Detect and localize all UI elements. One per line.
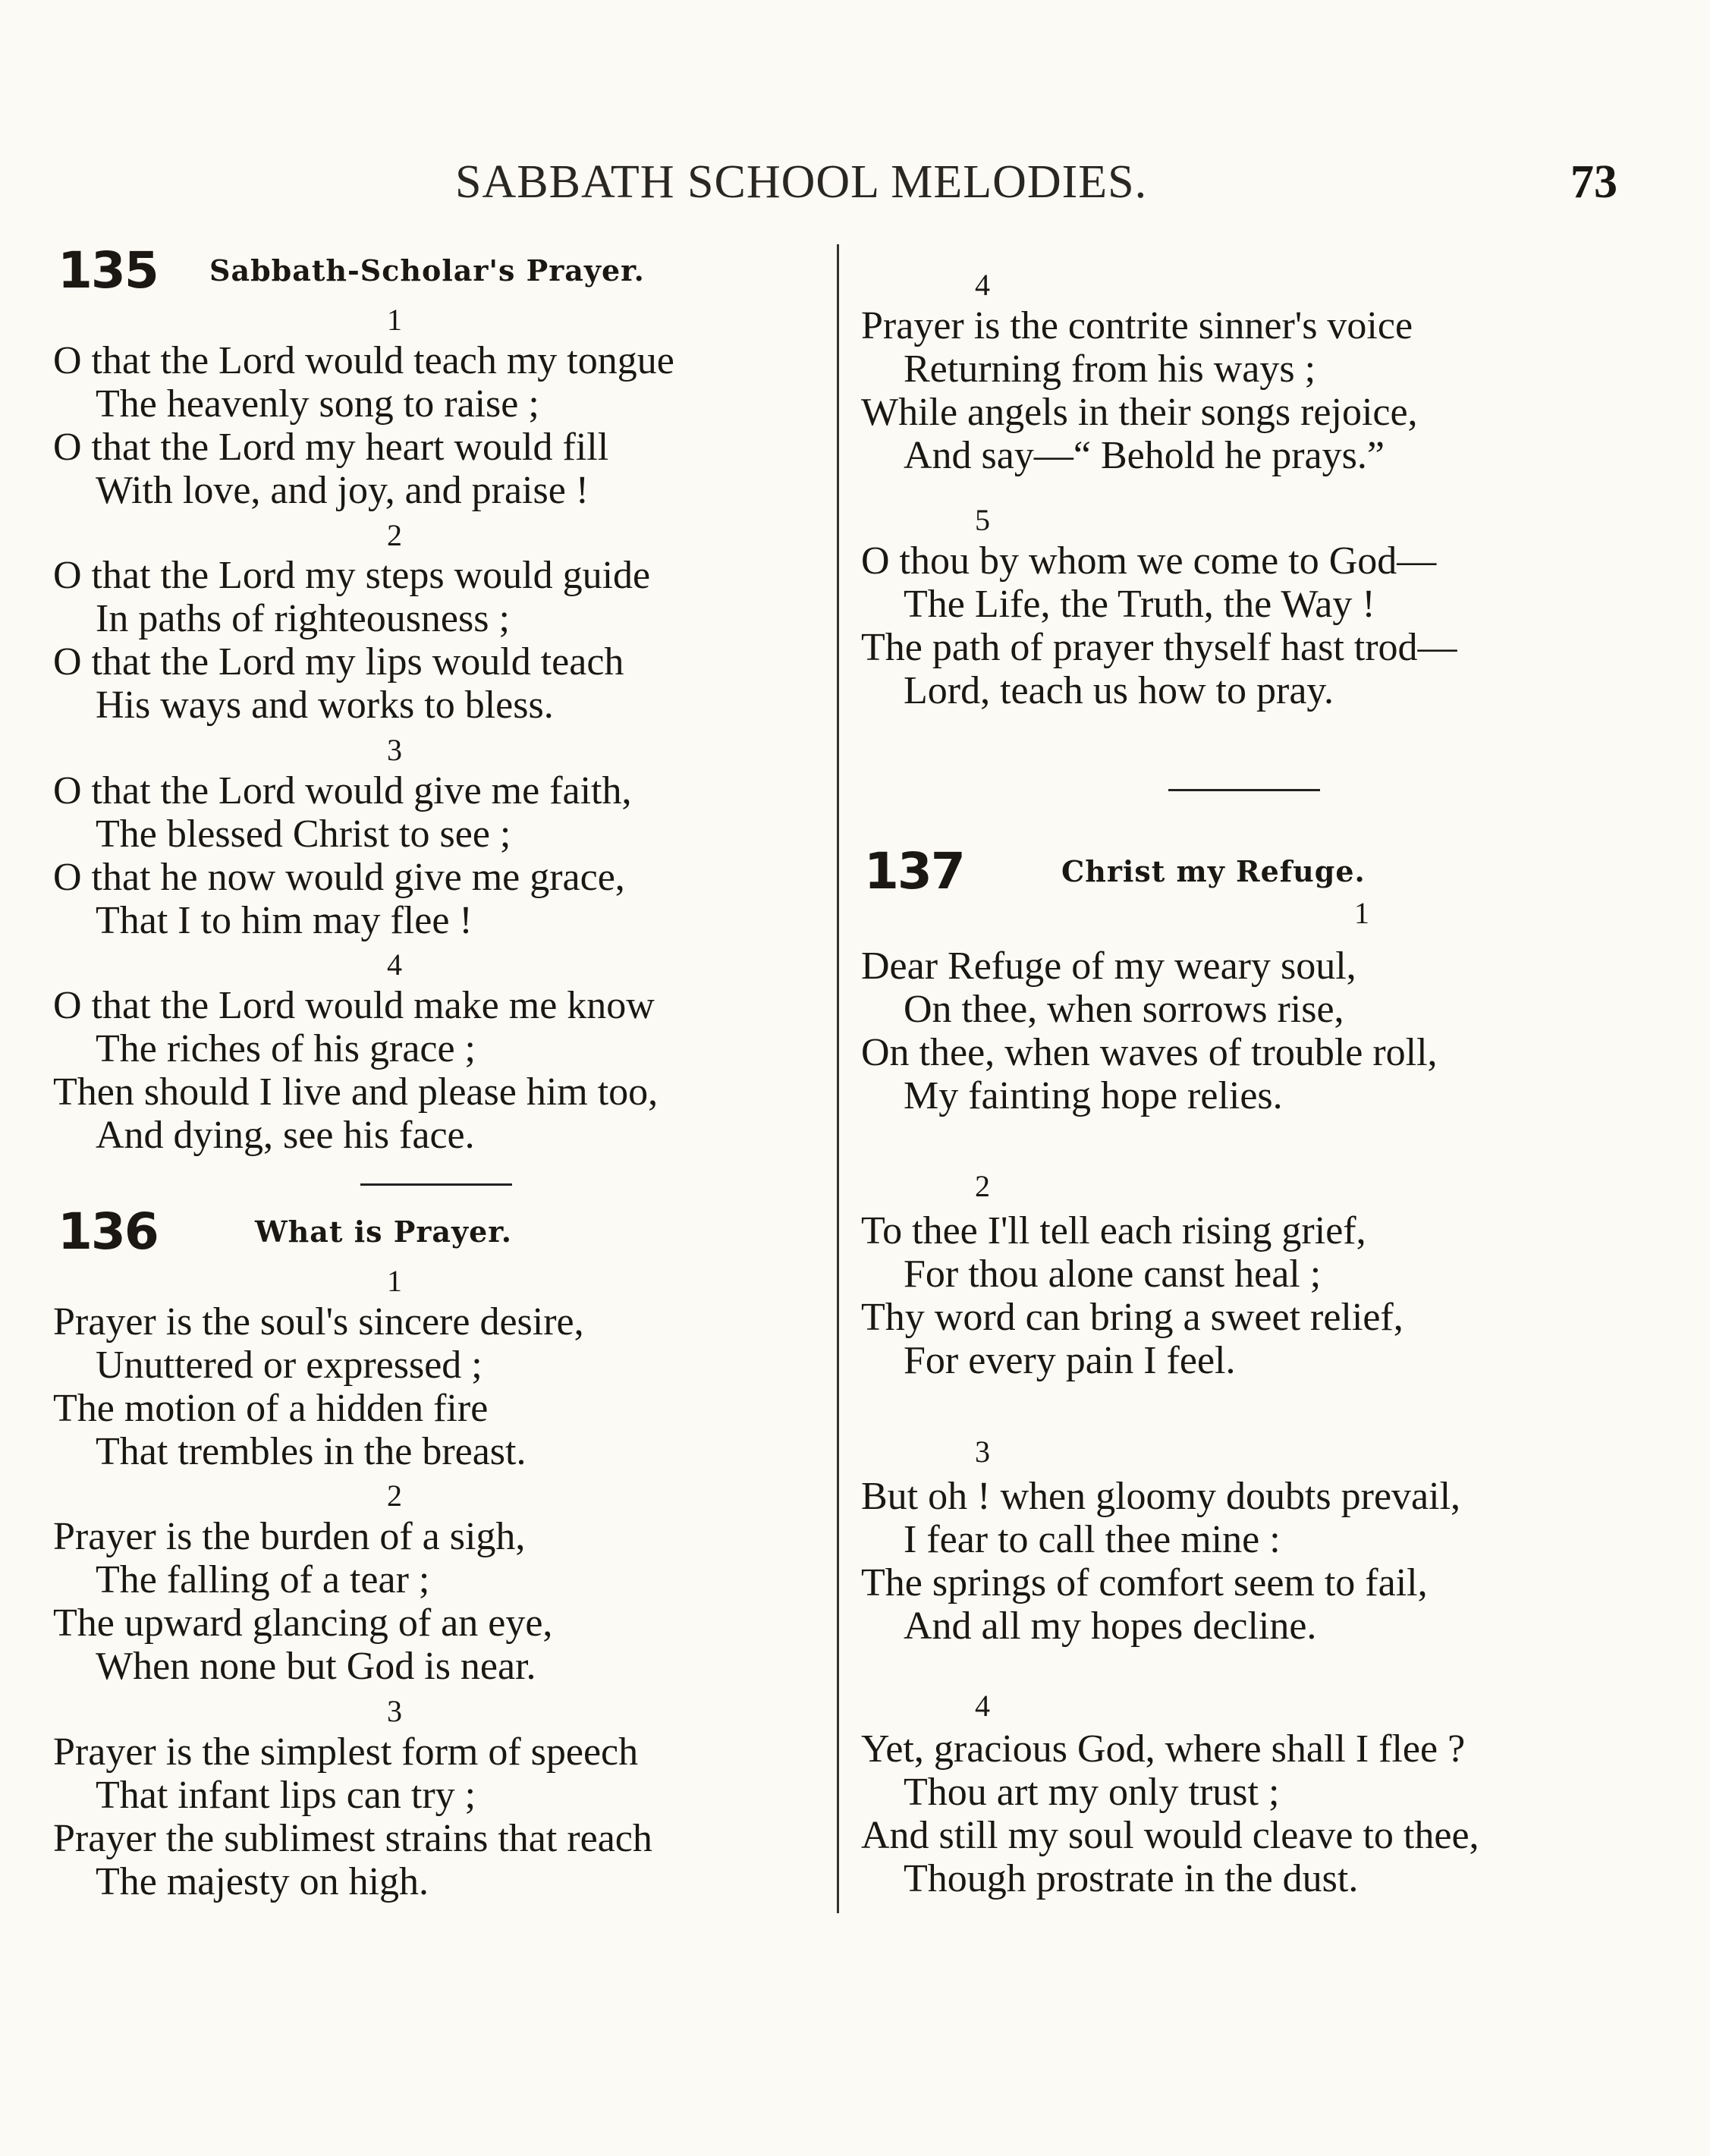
verse-number: 1 xyxy=(387,303,402,337)
verse-line: On thee, when sorrows rise, xyxy=(904,988,1344,1031)
verse-line: The motion of a hidden fire xyxy=(53,1387,489,1430)
verse-number: 2 xyxy=(975,1169,990,1203)
verse-line: Prayer is the soul's sincere desire, xyxy=(53,1300,584,1344)
verse-number: 4 xyxy=(975,1689,990,1723)
verse-line: I fear to call thee mine : xyxy=(904,1518,1281,1561)
verse-line: The heavenly song to raise ; xyxy=(96,382,539,426)
verse-line: Lord, teach us how to pray. xyxy=(904,669,1334,712)
verse-number: 4 xyxy=(387,948,402,982)
hymn-137-heading xyxy=(864,842,1366,900)
verse-line: In paths of righteousness ; xyxy=(96,597,510,640)
verse-line: Prayer is the simplest form of speech xyxy=(53,1730,639,1774)
verse-line: Prayer the sublimest strains that reach xyxy=(53,1817,652,1860)
verse-line: While angels in their songs rejoice, xyxy=(861,391,1418,434)
verse-line: The upward glancing of an eye, xyxy=(53,1601,553,1645)
section-rule xyxy=(1168,789,1320,791)
verse-line: That trembles in the breast. xyxy=(96,1430,527,1473)
verse-line: And say—“ Behold he prays.” xyxy=(904,434,1385,477)
verse-line: The majesty on high. xyxy=(96,1860,429,1903)
hymn-136-heading xyxy=(58,1202,512,1261)
verse-number: 4 xyxy=(975,268,990,302)
running-header: SABBATH SCHOOL MELODIES. xyxy=(455,156,1148,208)
hymn-number: 136 xyxy=(58,1202,158,1261)
verse-number: 1 xyxy=(1354,896,1369,930)
hymn-title: Christ my Refuge. xyxy=(1061,854,1366,888)
verse-number: 3 xyxy=(387,733,402,767)
verse-number: 5 xyxy=(975,503,990,537)
verse-line: O that he now would give me grace, xyxy=(53,856,625,899)
verse-line: That infant lips can try ; xyxy=(96,1774,476,1817)
verse-line: Though prostrate in the dust. xyxy=(904,1857,1359,1900)
verse-line: But oh ! when gloomy doubts prevail, xyxy=(861,1475,1461,1518)
verse-line: On thee, when waves of trouble roll, xyxy=(861,1031,1438,1074)
verse-line: That I to him may flee ! xyxy=(96,899,473,942)
verse-number: 3 xyxy=(387,1694,402,1728)
verse-line: The path of prayer thyself hast trod— xyxy=(861,626,1457,669)
verse-line: The Life, the Truth, the Way ! xyxy=(904,583,1375,626)
hymn-number: 135 xyxy=(58,241,158,300)
verse-line: And dying, see his face. xyxy=(96,1114,475,1157)
verse-line: The riches of his grace ; xyxy=(96,1027,476,1070)
hymn-number: 137 xyxy=(864,842,964,900)
verse-line: O that the Lord my steps would guide xyxy=(53,554,651,597)
hymn-135-heading xyxy=(58,241,645,300)
verse-line: When none but God is near. xyxy=(96,1645,536,1688)
verse-line: The springs of comfort seem to fail, xyxy=(861,1561,1428,1604)
verse-line: Thou art my only trust ; xyxy=(904,1771,1280,1814)
verse-line: O thou by whom we come to God— xyxy=(861,539,1437,583)
verse-number: 1 xyxy=(387,1264,402,1298)
verse-line: Returning from his ways ; xyxy=(904,347,1316,391)
verse-line: Unuttered or expressed ; xyxy=(96,1344,483,1387)
verse-line: To thee I'll tell each rising grief, xyxy=(861,1209,1366,1252)
verse-line: Prayer is the burden of a sigh, xyxy=(53,1515,526,1558)
verse-line: O that the Lord would make me know xyxy=(53,984,655,1027)
verse-line: Prayer is the contrite sinner's voice xyxy=(861,304,1413,347)
verse-line: Thy word can bring a sweet relief, xyxy=(861,1296,1404,1339)
hymn-title: Sabbath-Scholar's Prayer. xyxy=(209,253,645,288)
verse-line: His ways and works to bless. xyxy=(96,684,554,727)
verse-line: And still my soul would cleave to thee, xyxy=(861,1814,1479,1857)
verse-line: The falling of a tear ; xyxy=(96,1558,430,1601)
verse-number: 3 xyxy=(975,1435,990,1469)
verse-line: O that the Lord my heart would fill xyxy=(53,426,609,469)
verse-line: The blessed Christ to see ; xyxy=(96,812,511,856)
verse-line: O that the Lord my lips would teach xyxy=(53,640,624,684)
verse-line: Yet, gracious God, where shall I flee ? xyxy=(861,1727,1466,1771)
verse-line: For every pain I feel. xyxy=(904,1339,1236,1382)
page-number: 73 xyxy=(1570,156,1617,208)
verse-number: 2 xyxy=(387,518,402,552)
verse-line: My fainting hope relies. xyxy=(904,1074,1283,1117)
verse-line: With love, and joy, and praise ! xyxy=(96,469,589,512)
column-divider xyxy=(837,244,839,1913)
hymn-title: What is Prayer. xyxy=(255,1215,513,1249)
verse-line: O that the Lord would give me faith, xyxy=(53,769,632,812)
verse-line: Dear Refuge of my weary soul, xyxy=(861,944,1356,988)
section-rule xyxy=(360,1183,512,1186)
verse-number: 2 xyxy=(387,1479,402,1513)
verse-line: And all my hopes decline. xyxy=(904,1604,1317,1648)
verse-line: O that the Lord would teach my tongue xyxy=(53,339,674,382)
verse-line: Then should I live and please him too, xyxy=(53,1070,659,1114)
verse-line: For thou alone canst heal ; xyxy=(904,1252,1322,1296)
